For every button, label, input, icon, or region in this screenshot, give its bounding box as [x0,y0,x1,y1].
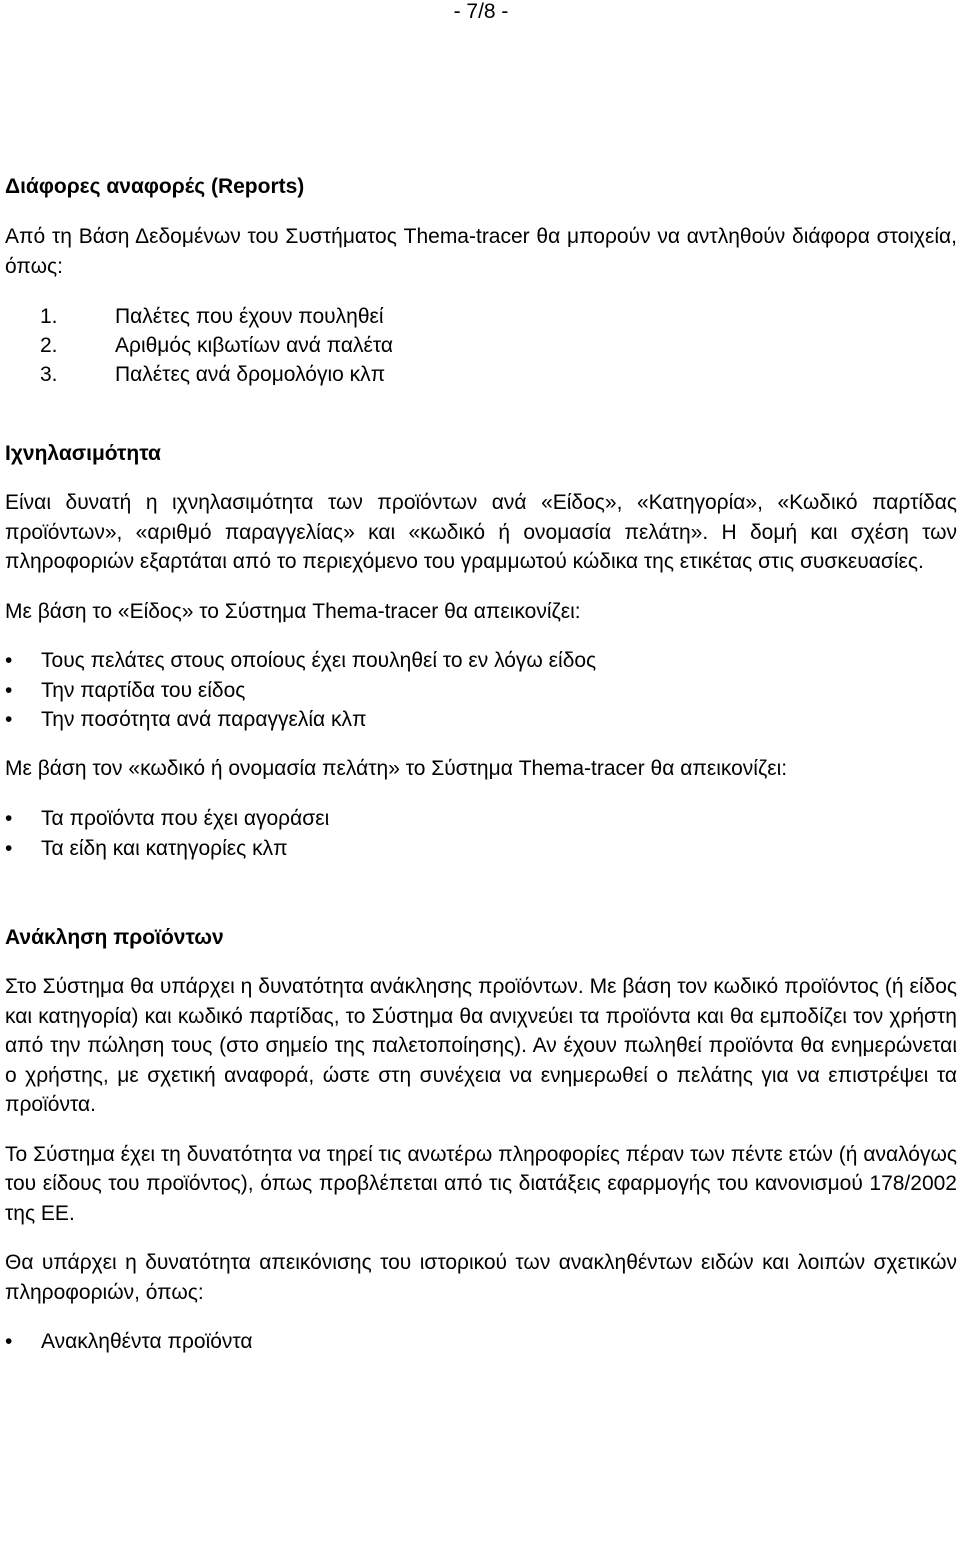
history-paragraph: Θα υπάρχει η δυνατότητα απεικόνισης του ιστορικού των ανακληθέντων ειδών και λοιπών σχετικών πληροφοριών, όπως: [5,1251,957,1304]
traceability-paragraph: Είναι δυνατή η ιχνηλασιμότητα των προϊόντων ανά «Είδος», «Κατηγορία», «Κωδικό παρτίδας προϊόντων», «αριθμό παραγγελίας» και «κωδικό ή ονομασία πελάτη». Η δομή και σχέση των πληροφοριών εξαρτάται από το περιεχόμενο του γραμμωτού κώδικα της ετικέτας στις συσκευασίες. [5,491,957,573]
by-item-intro: Με βάση το «Είδος» το Σύστημα Thema-tracer θα απεικονίζει: [5,599,581,623]
list-item-number: 2. [40,334,58,357]
list-item-number: 3. [40,363,58,386]
list-item [5,1327,957,1357]
list-item-text: Την παρτίδα του είδος [41,678,246,702]
reports-heading: Διάφορες αναφορές (Reports) [5,175,305,198]
by-customer-bullet-list [5,804,957,863]
traceability-heading: Ιχνηλασιμότητα [5,442,161,465]
page-number: - 7/8 - [453,0,509,23]
by-item-bullet-list [5,646,957,735]
list-item-text: Ανακληθέντα προϊόντα [41,1330,253,1353]
recall-bullet-list [5,1327,957,1357]
list-item [5,360,957,389]
list-item [5,302,957,331]
bullet-icon: • [5,836,13,860]
bullet-icon: • [5,807,13,830]
list-item [5,804,957,834]
bullet-icon: • [5,1330,13,1353]
list-item [5,646,957,676]
recall-paragraph: Στο Σύστημα θα υπάρχει η δυνατότητα ανάκλησης προϊόντων. Με βάση τον κωδικό προϊόντος (ή είδος και κατηγορία) και κωδικό παρτίδας, το Σύστημα θα ανιχνεύει τα προϊόντα και θα εμποδίζει τον χρήστη από την πώληση τους (στο σημείο της παλετοποίησης). Αν έχουν πωληθεί προϊόντα θα ενημερώνεται ο χρήστης, με σχετική αναφορά, ώστε στη συνέχεια να ενημερωθεί ο πελάτης για να επιστρέψει τα προϊόντα. [5,975,957,1116]
bullet-icon: • [5,649,13,672]
list-item-text: Τους πελάτες στους οποίους έχει πουληθεί το εν λόγω είδος [41,649,597,672]
retention-paragraph: Το Σύστημα έχει τη δυνατότητα να τηρεί τις ανωτέρω πληροφορίες πέραν των πέντε ετών (ή αναλόγως του είδους του προϊόντος), όπως προβλέπεται από τις διατάξεις εφαρμογής του κανονισμού 178/2002 της ΕΕ. [5,1142,957,1225]
list-item [5,331,957,360]
list-item-number: 1. [40,305,58,328]
reports-intro: Από τη Βάση Δεδομένων του Συστήματος Thema-tracer θα μπορούν να αντληθούν διάφορα στοιχεία, όπως: [5,225,957,278]
bullet-icon: • [5,708,13,731]
list-item-text: Παλέτες ανά δρομολόγιο κλπ [115,363,386,386]
list-item [5,705,957,735]
list-item-text: Την ποσότητα ανά παραγγελία κλπ [41,708,367,731]
by-customer-intro: Με βάση τον «κωδικό ή ονομασία πελάτη» το Σύστημα Thema-tracer θα απεικονίζει: [5,756,788,780]
list-item-text: Τα είδη και κατηγορίες κλπ [41,836,288,860]
reports-list [5,302,957,389]
list-item-text: Τα προϊόντα που έχει αγοράσει [41,807,330,830]
list-item-text: Παλέτες που έχουν πουληθεί [115,305,384,328]
list-item [5,676,957,706]
bullet-icon: • [5,678,13,702]
recall-heading: Ανάκληση προϊόντων [5,926,224,949]
document-page [5,0,957,1357]
list-item-text: Αριθμός κιβωτίων ανά παλέτα [115,334,394,357]
list-item [5,834,957,864]
